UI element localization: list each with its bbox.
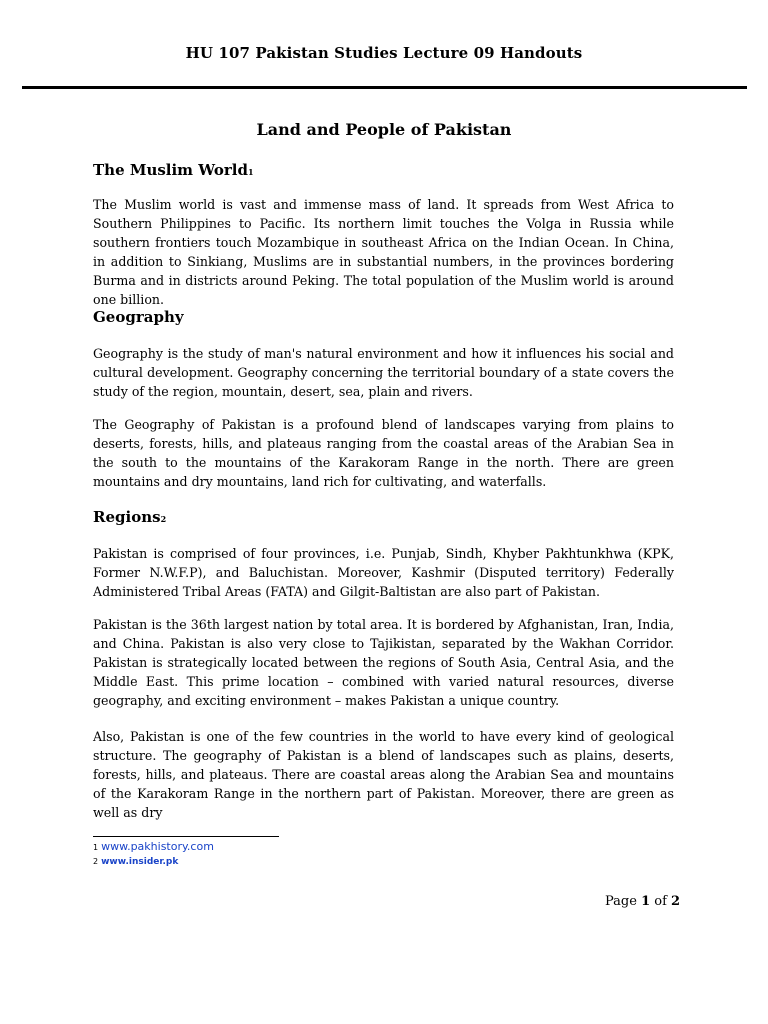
page-label: Page	[605, 894, 637, 909]
paragraph-regions-geology: Also, Pakistan is one of the few countries in the world to have every kind of geological structure. The geography of Pakistan is a blend of landscapes such as plains, deserts, forests, hills, and plateaus. There are coastal areas along the Arabian Sea and mountains of the Karakoram Range in the northern part of Pakistan. Moreover, there are green as well as dry	[93, 729, 674, 820]
header-divider	[22, 86, 747, 89]
handout-header-title: HU 107 Pakistan Studies Lecture 09 Handouts	[185, 44, 583, 62]
section-heading-geography	[93, 308, 184, 326]
section-heading-text: Geography	[93, 308, 184, 326]
paragraph-regions-location: Pakistan is the 36th largest nation by total area. It is bordered by Afghanistan, Iran, India, and China. Pakistan is also very close to Tajikistan, separated by the Wakhan Corridor. Pakistan is strategically located between the regions of South Asia, Central Asia, and the Middle East. This prime location – combined with varied natural resources, diverse geography, and exciting environment – makes Pakistan a unique country.	[93, 617, 674, 708]
footnote-divider	[93, 836, 279, 837]
paragraph-regions-provinces: Pakistan is comprised of four provinces, i.e. Punjab, Sindh, Khyber Pakhtunkhwa (KPK, Former N.W.F.P), and Baluchistan. Moreover, Kashmir (Disputed territory) Federally Administered Tribal Areas (FATA) and Gilgit-Baltistan are also part of Pakistan.	[93, 546, 674, 599]
footnote-reference: 1	[248, 167, 254, 177]
document-title: Land and People of Pakistan	[256, 120, 512, 139]
page-of-label: of	[654, 894, 667, 909]
footnote-number: 1	[93, 843, 99, 852]
footnote-number: 2	[93, 857, 99, 866]
footnote-link-pakhistory[interactable]: www.pakhistory.com	[101, 840, 214, 853]
paragraph-geography-pakistan: The Geography of Pakistan is a profound blend of landscapes varying from plains to deserts, forests, hills, and plateaus ranging from the coastal areas of the Arabian Sea in the south to the mountains of the Karakoram Range in the north. There are green mountains and dry mountains, land rich for cultivating, and waterfalls.	[93, 417, 674, 489]
footnote-1	[93, 840, 214, 853]
section-heading-regions	[93, 508, 166, 526]
section-heading-muslim-world	[93, 161, 254, 179]
paragraph-geography-definition: Geography is the study of man's natural environment and how it influences his social and cultural development. Geography concerning the territorial boundary of a state covers the study of the region, mountain, desert, sea, plain and rivers.	[93, 346, 674, 399]
page-total: 2	[671, 894, 681, 909]
page-number	[605, 894, 680, 909]
footnote-2	[93, 857, 178, 867]
section-heading-text: The Muslim World	[93, 161, 248, 179]
paragraph-muslim-world: The Muslim world is vast and immense mass of land. It spreads from West Africa to Southern Philippines to Pacific. Its northern limit touches the Volga in Russia while southern frontiers touch Mozambique in southeast Africa on the Indian Ocean. In China, in addition to Sinkiang, Muslims are in substantial numbers, in the provinces bordering Burma and in districts around Peking. The total population of the Muslim world is around one billion.	[93, 197, 674, 307]
footnote-link-insider[interactable]: www.insider.pk	[101, 857, 179, 867]
page-current: 1	[641, 894, 651, 909]
footnote-reference: 2	[160, 514, 167, 524]
section-heading-text: Regions	[93, 508, 161, 526]
